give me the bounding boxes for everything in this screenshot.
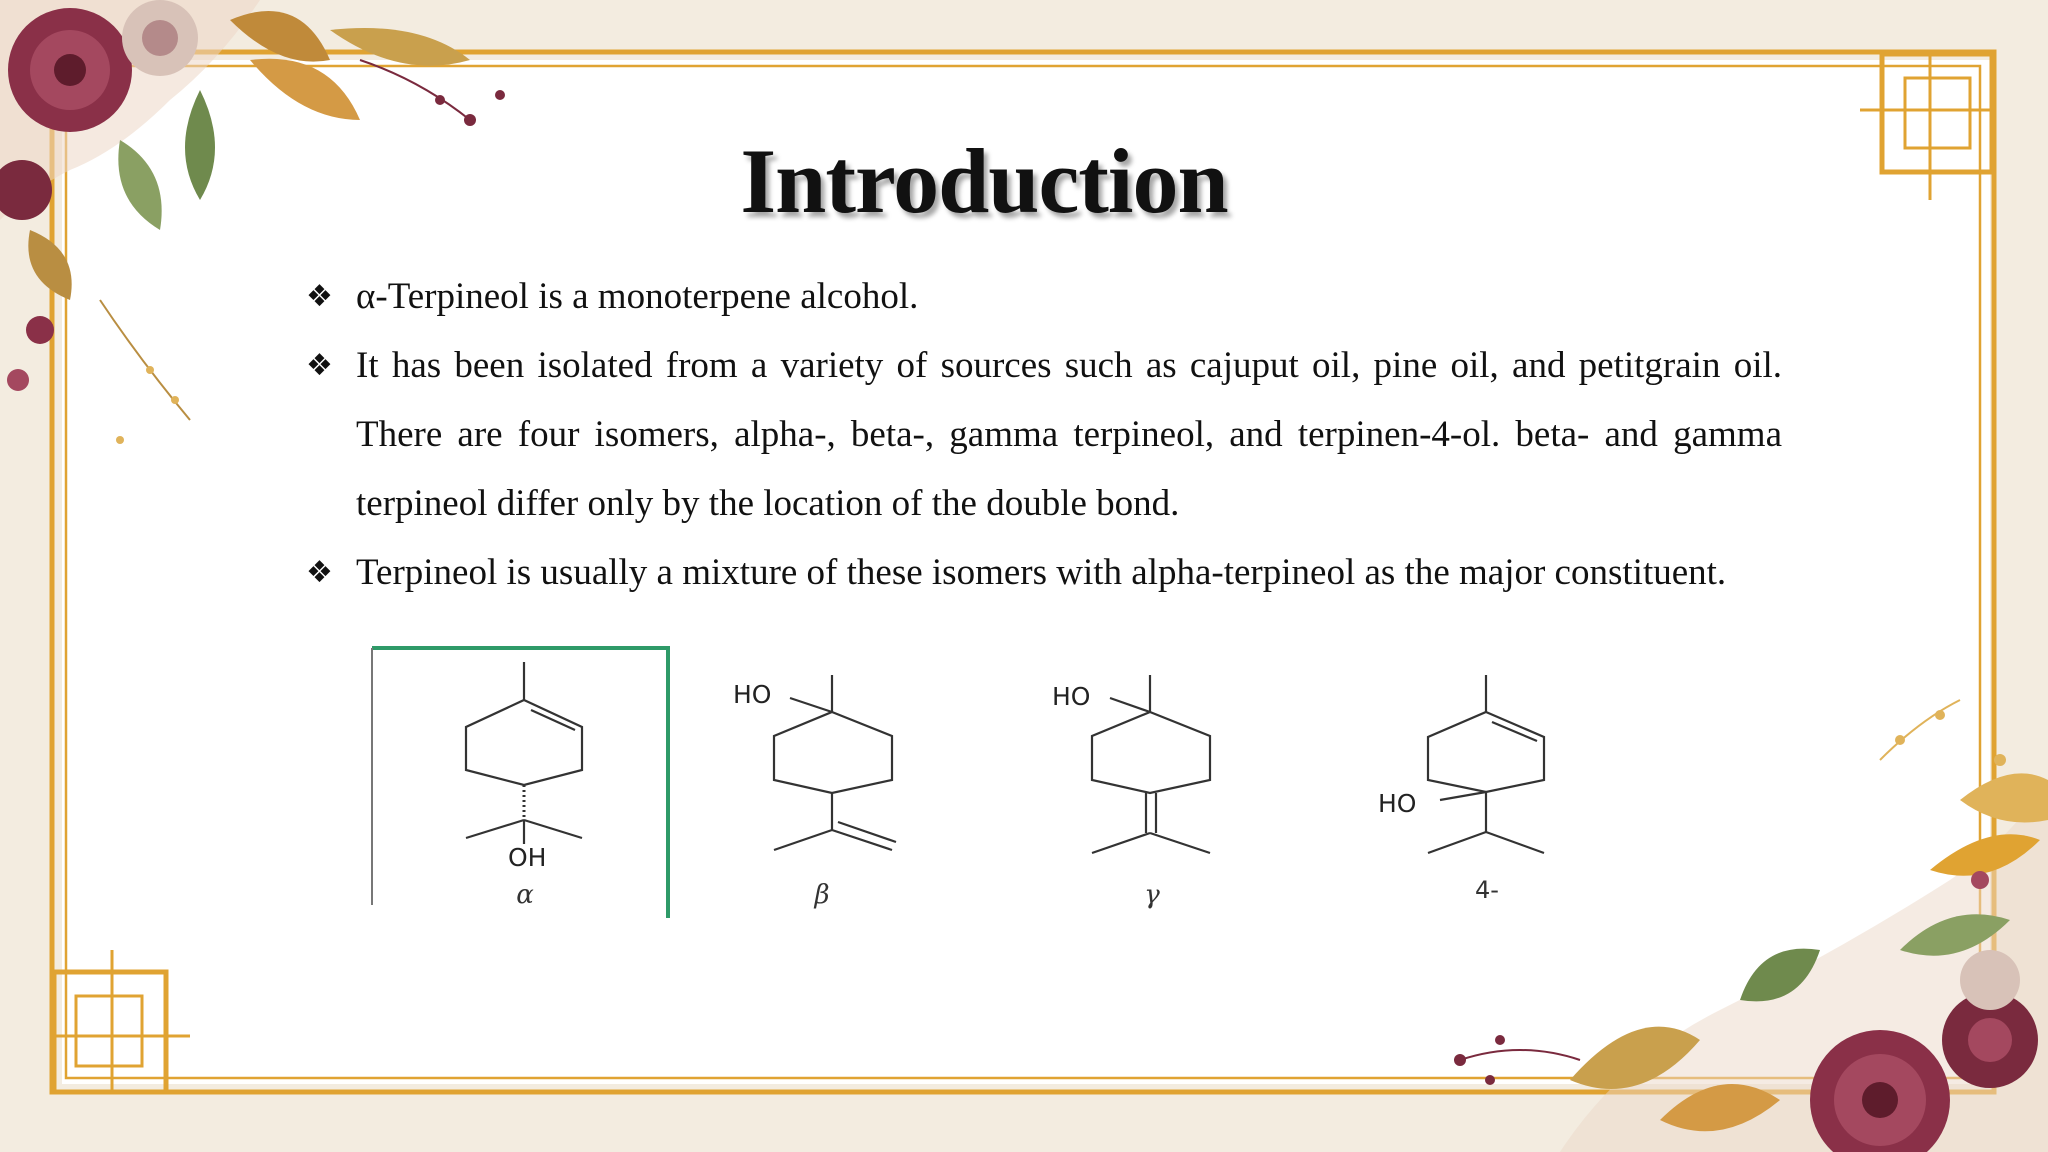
bullet-diamond-icon: ❖ [306, 348, 333, 383]
alpha-label: α [516, 880, 534, 910]
bullet-item [306, 538, 1782, 607]
bullet-text: Terpineol is usually a mixture of these isomers with alpha-terpineol as the major constituent. [356, 552, 1727, 593]
terpinen-ho-label: HO [1378, 789, 1417, 818]
beta-label: β [814, 880, 830, 910]
bullet-item [306, 331, 1782, 538]
bullet-text: It has been isolated from a variety of sources such as cajuput oil, pine oil, and petitgrain oil. There are four isomers, alpha-, beta-, gamma terpineol, and terpinen-4-ol. beta- and gamma terpineol differ only by the location of the double bond. [356, 345, 1782, 524]
bullet-list [306, 262, 1782, 607]
bullet-diamond-icon: ❖ [306, 555, 333, 590]
gamma-label: γ [1144, 880, 1160, 910]
bullet-item [306, 262, 1782, 331]
terpinen-4-label: 4- [1475, 876, 1499, 904]
slide-title: Introduction [740, 130, 1228, 232]
beta-ho-label: HO [733, 680, 772, 709]
bullet-text: α-Terpineol is a monoterpene alcohol. [356, 276, 919, 317]
bullet-diamond-icon: ❖ [306, 279, 333, 314]
alpha-oh-label: OH [508, 843, 547, 872]
gamma-ho-label: HO [1052, 682, 1091, 711]
